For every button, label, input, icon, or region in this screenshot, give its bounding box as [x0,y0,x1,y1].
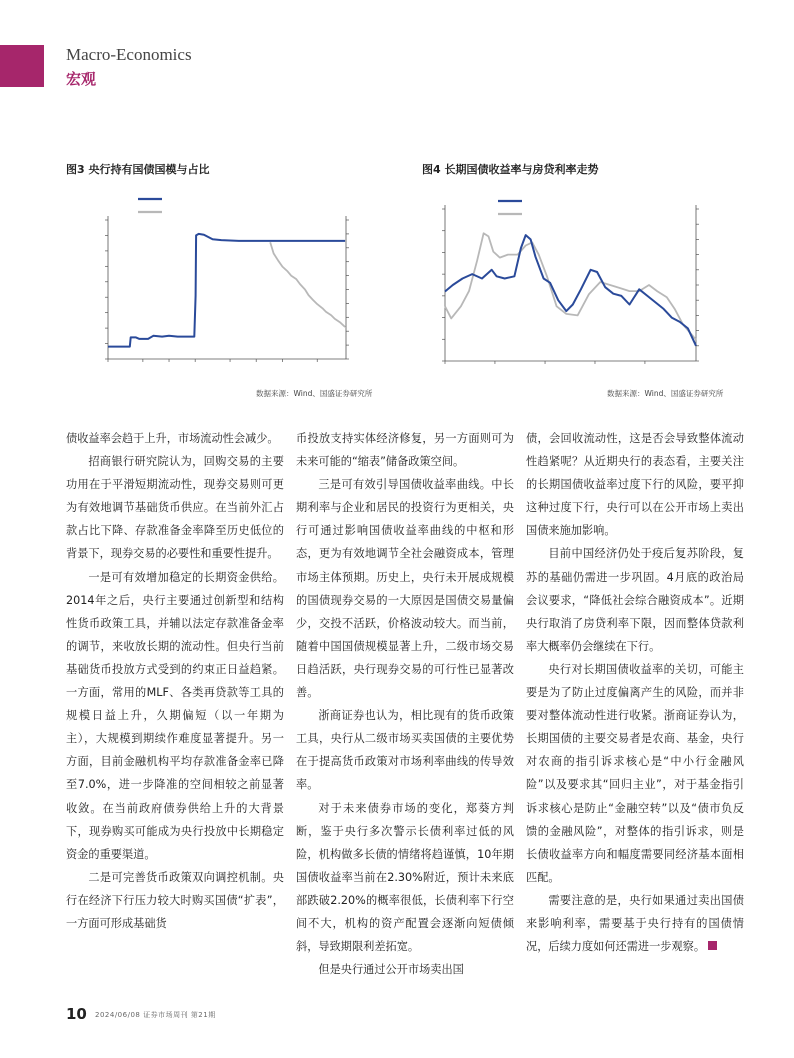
paragraph: 三是可有效引导国债收益率曲线。中长期利率与企业和居民的投资行为更相关，央行可通过影响国债收益率曲线的中枢和形态，更为有效地调节全社会融资成本，管理市场主体预期。历史上，央行未开展成规模的国债现券交易的一大原因是国债交易量偏少，交投不活跃，价格波动较大。而当前，随着中国国债规模显著上升，二级市场交易日趋活跃，央行现券交易的可行性已显著改善。 [296,478,514,700]
figure4-chart [418,184,728,380]
figure4-source: 数据来源：Wind、国盛证券研究所 [607,389,724,398]
paragraph: 币投放支持实体经济修复，另一方面则可为未来可能的“缩表”储备政策空间。 [296,432,514,469]
paragraph: 债收益率会趋于上升，市场流动性会减少。 [66,432,279,445]
series-line-1 [270,242,345,327]
paragraph: 二是可完善货币政策双向调控机制。央行在经济下行压力较大时购买国债“扩表”，一方面可形成基础货 [66,870,284,930]
page-number: 10 [66,1005,87,1023]
text-column-3 [526,427,744,958]
text-column-2 [296,427,514,981]
paragraph: 目前中国经济仍处于疫后复苏阶段，复苏的基础仍需进一步巩固。4月底的政治局会议要求，“降低社会综合融资成本”。近期央行取消了房贷利率下限，因而整体贷款利率大概率仍会继续在下行。 [526,547,744,653]
paragraph: 对于未来债券市场的变化，郑葵方判断，鉴于央行多次警示长债利率过低的风险，机构做多长债的情绪将趋谨慎，10年期国债收益率当前在2.30%附近，预计未来底部跌破2.20%的概率很低，长债利率下行空间不大，机构的资产配置会逐渐向短债倾斜，导致期限利差拓宽。 [296,801,514,954]
section-color-mark [0,45,44,87]
series-line-1 [445,233,696,339]
text-column-1 [66,427,284,935]
paragraph: 招商银行研究院认为，回购交易的主要功用在于平滑短期流动性，现券交易则可更为有效地调节基础货币供应。在当前外汇占款占比下降、存款准备金率降至历史低位的背景下，现券交易的必要性和重要性提升。 [66,455,284,561]
paragraph: 浙商证券也认为，相比现有的货币政策工具，央行从二级市场买卖国债的主要优势在于提高货币政策对市场利率曲线的传导效率。 [296,709,514,792]
series-line-0 [445,235,696,346]
series-line-0 [108,234,345,347]
figure3-chart [66,184,396,380]
section-title-cn: 宏观 [66,70,97,88]
paragraph: 但是央行通过公开市场卖出国 [318,963,464,977]
end-mark [708,941,717,950]
paragraph: 债，会回收流动性，这是否会导致整体流动性趋紧呢？从近期央行的表态看，主要关注的长期国债收益率过度下行的风险，要平抑这种过度下行，央行可以在公开市场上卖出国债来施加影响。 [526,432,744,538]
figure3-title: 图3 央行持有国债国模与占比 [66,163,210,176]
footer-info: 2024/06/08 证券市场周刊 第21期 [95,1011,216,1019]
paragraph: 一是可有效增加稳定的长期资金供给。2014年之后，央行主要通过创新型和结构性货币政策工具，并辅以法定存款准备金率的调节，来收放长期的流动性。但央行当前基础货币投放方式受到的约束正日益趋紧。一方面，常用的MLF、各类再贷款等工具的规模日益上升，久期偏短（以一年期为主），大规模到期续作难度显著提升。另一方面，目前金融机构平均存款准备金率已降至7.0%，进一步降准的空间相较之前显著收敛。在当前政府债券供给上升的大背景下，现券购买可能成为央行投放中长期稳定资金的重要渠道。 [66,570,284,861]
paragraph: 需要注意的是，央行如果通过卖出国债来影响利率，需要基于央行持有的国债情况，后续力度如何还需进一步观察。 [526,893,744,954]
figure3-source: 数据来源：Wind、国盛证券研究所 [256,389,373,398]
figure4-title: 图4 长期国债收益率与房贷利率走势 [422,163,599,176]
paragraph: 央行对长期国债收益率的关切，可能主要是为了防止过度偏离产生的风险，而并非要对整体流动性进行收紧。浙商证券认为，长期国债的主要交易者是农商、基金，央行对农商的指引诉求核心是“中小行金融风险”以及要求其“回归主业”，对于基金指引诉求核心是防止“金融空转”以及“债市负反馈的金融风险”，对整体的指引诉求，则是长债收益率方向和幅度需要同经济基本面相匹配。 [526,662,744,884]
section-title-en: Macro-Economics [66,45,192,64]
